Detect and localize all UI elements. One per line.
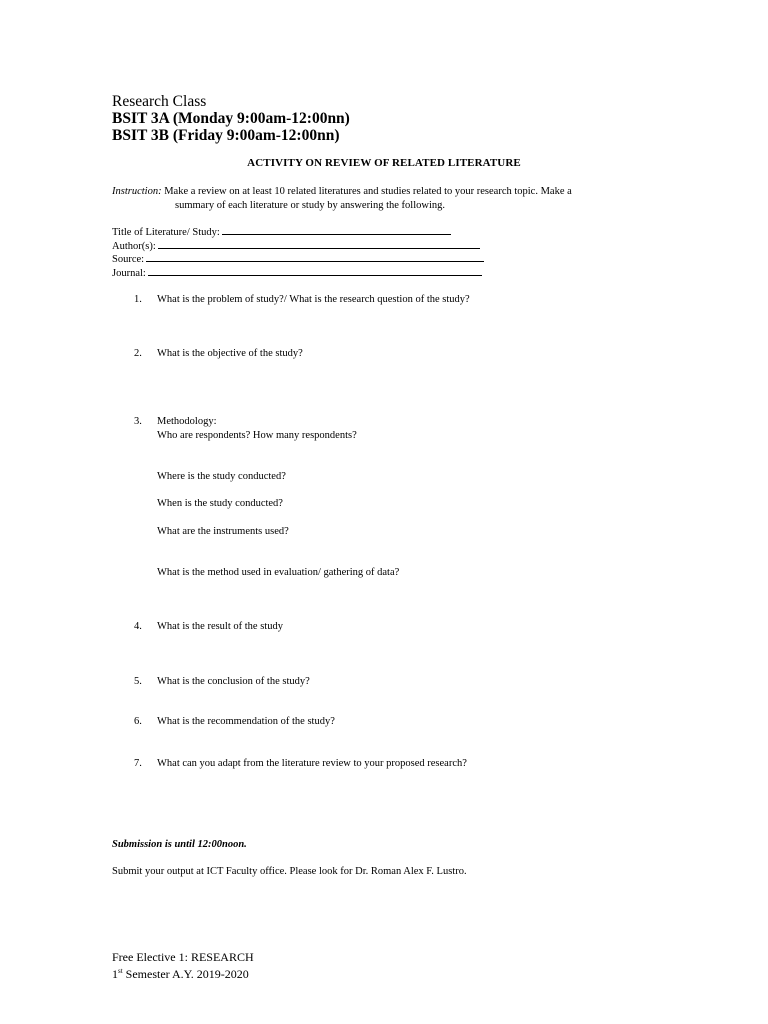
journal-field-label: Journal:: [112, 267, 146, 279]
footer-course: Free Elective 1: RESEARCH: [112, 950, 254, 964]
instruction-text-2: summary of each literature or study by answering the following.: [175, 200, 446, 211]
author-blank-line: [158, 240, 480, 249]
submission-note: Submit your output at ICT Faculty office. Please look for Dr. Roman Alex F. Lustro.: [112, 866, 467, 877]
author-field: [112, 240, 484, 254]
methodology-when: When is the study conducted?: [157, 498, 283, 509]
question-7: 7. What can you adapt from the literature review to your proposed research?: [134, 758, 467, 769]
instruction-text-1: Make a review on at least 10 related literatures and studies related to your research topic. Make a: [161, 186, 572, 197]
instruction-label: Instruction:: [112, 186, 162, 197]
methodology-respondents: Who are respondents? How many respondents?: [157, 430, 357, 441]
class-title: Research Class: [112, 93, 207, 110]
question-2: 2. What is the objective of the study?: [134, 348, 303, 359]
question-1: 1. What is the problem of study?/ What is the research question of the study?: [134, 294, 470, 305]
submission-deadline: Submission is until 12:00noon.: [112, 839, 247, 850]
section-3b-schedule: BSIT 3B (Friday 9:00am-12:00nn): [112, 127, 340, 144]
instruction-block: [112, 185, 652, 213]
section-3a-schedule: BSIT 3A (Monday 9:00am-12:00nn): [112, 110, 350, 127]
footer-semester: 1st Semester A.Y. 2019-2020: [112, 967, 249, 981]
activity-title: ACTIVITY ON REVIEW OF RELATED LITERATURE: [247, 157, 521, 169]
methodology-where: Where is the study conducted?: [157, 471, 286, 482]
methodology-method: What is the method used in evaluation/ gathering of data?: [157, 567, 400, 578]
footer: [112, 950, 254, 981]
source-field-label: Source:: [112, 254, 145, 265]
title-field: [112, 226, 484, 240]
author-field-label: Author(s):: [112, 240, 156, 252]
source-blank-line: [146, 253, 484, 262]
question-3: 3. Methodology:: [134, 416, 217, 427]
title-blank-line: [222, 226, 451, 235]
question-4: 4. What is the result of the study: [134, 621, 283, 632]
source-field: [112, 253, 484, 267]
journal-blank-line: [148, 267, 482, 276]
question-5: 5. What is the conclusion of the study?: [134, 676, 310, 687]
methodology-instruments: What are the instruments used?: [157, 526, 289, 537]
literature-fields: [112, 226, 484, 280]
question-6: 6. What is the recommendation of the study?: [134, 716, 335, 727]
title-field-label: Title of Literature/ Study:: [112, 227, 220, 238]
journal-field: [112, 267, 484, 281]
